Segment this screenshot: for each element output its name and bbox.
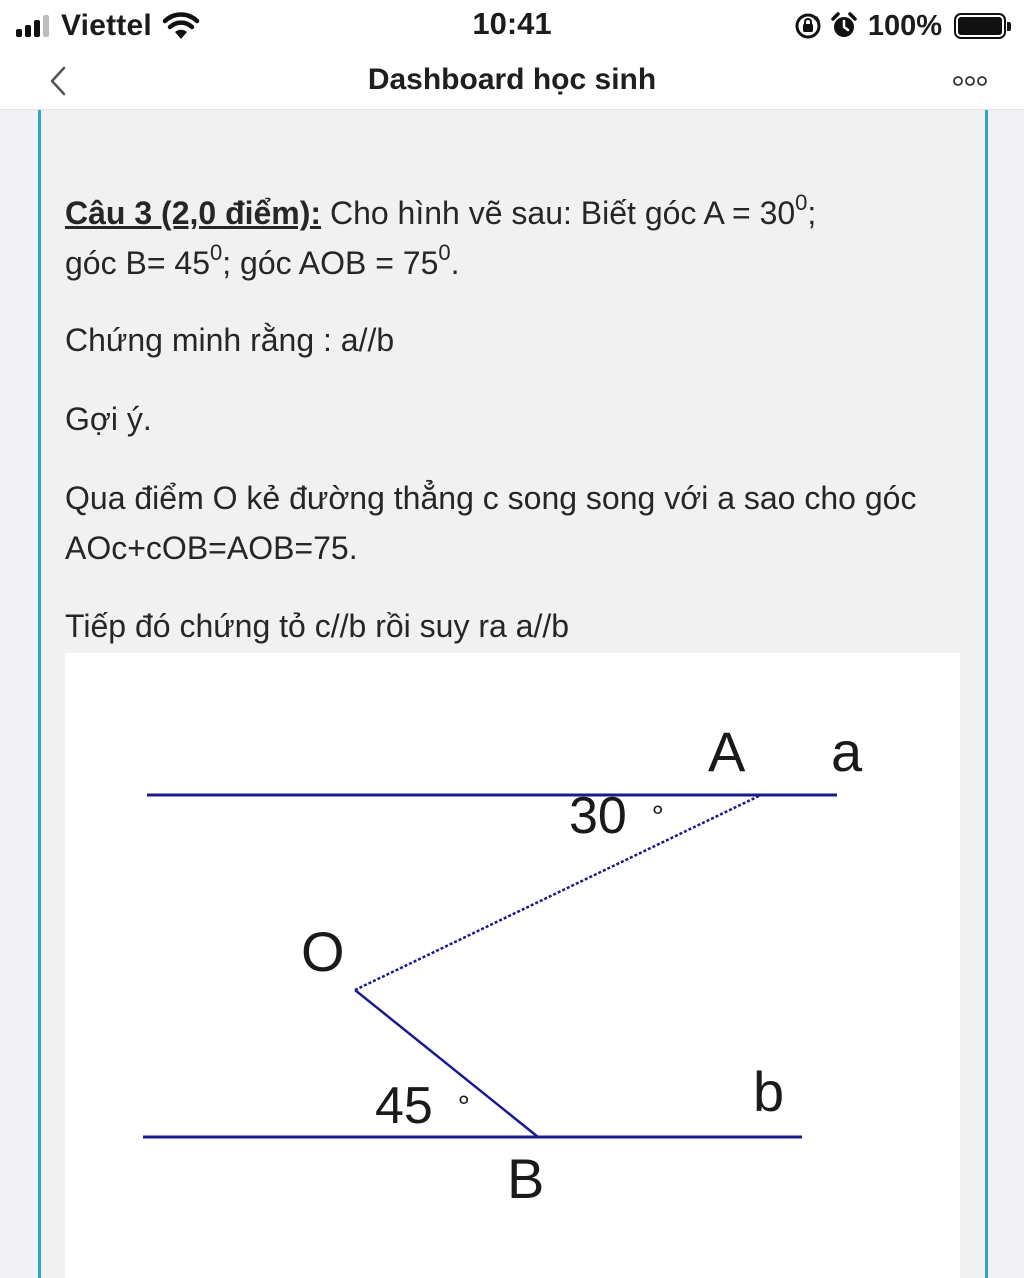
label-B: B [507,1147,545,1210]
carrier-name: Viettel [61,9,152,42]
figure-svg [65,653,960,1278]
label-O: O [301,920,345,983]
nav-bar [0,52,1024,110]
question-line2a: góc B= 45 [65,245,210,281]
alarm-icon [830,12,858,40]
hint-title: Gợi ý. [65,401,152,437]
angle-A-degree: ∘ [649,794,667,825]
degree-sup: 0 [438,240,451,266]
prove-statement: Chứng minh rằng : a//b [65,322,395,358]
battery-icon [954,13,1006,39]
angle-B-degree: ∘ [455,1084,473,1115]
angle-A-value: 30 [569,787,627,845]
degree-sup: 0 [210,240,223,266]
more-button[interactable] [950,70,990,92]
status-bar [0,0,1024,52]
question-line2b: ; góc AOB = 75 [222,245,439,281]
label-A: A [708,720,746,783]
question-line1: Cho hình vẽ sau: Biết góc A = 30 [321,195,796,231]
battery-percent: 100% [867,9,942,42]
label-b: b [753,1060,785,1123]
question-line2-end: . [450,245,460,281]
degree-sup: 0 [795,190,808,216]
segment-OA [355,795,761,990]
hint-step1: Qua điểm O kẻ đường thẳng c song song với a sao cho góc AOc+cOB=AOB=75. [65,480,917,566]
status-right [794,8,1006,44]
more-icon [952,75,988,87]
hint-step2: Tiếp đó chứng tỏ c//b rồi suy ra a//b [65,608,570,644]
label-a: a [831,720,863,783]
status-time: 10:41 [472,6,552,41]
question-heading: Câu 3 (2,0 điểm): [65,195,322,231]
question-text [65,188,965,288]
page-title: Dashboard học sinh [367,63,657,96]
geometry-figure [65,653,960,1278]
angle-B-value: 45 [375,1077,433,1135]
rotation-lock-icon [794,12,822,40]
question-line1-end: ; [807,195,817,231]
